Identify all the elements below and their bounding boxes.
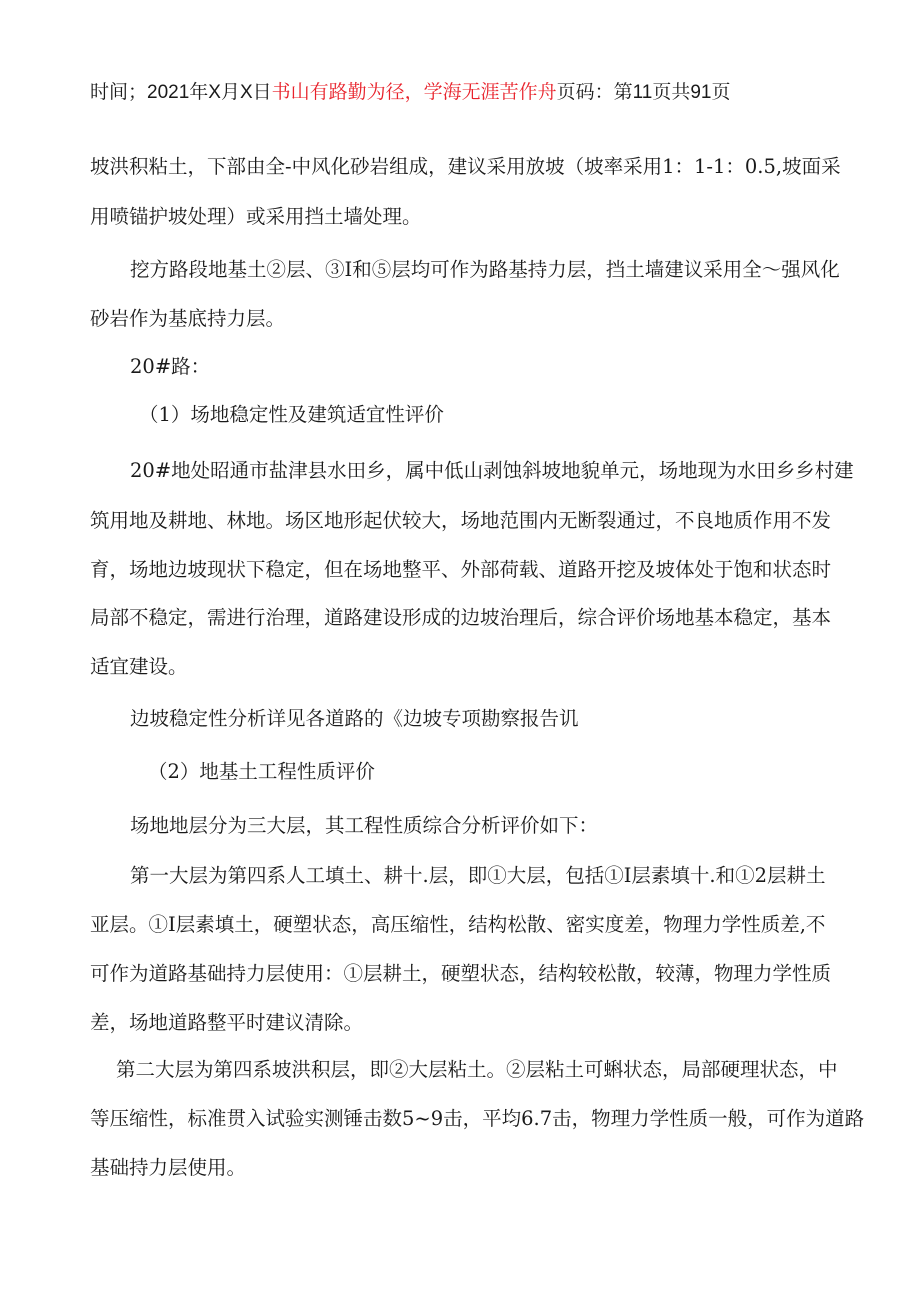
paragraph-line: 筑用地及耕地、林地。场区地形起伏较大，场地范围内无断裂通过，不良地质作用不发 xyxy=(90,509,832,532)
section-title: 20#路： xyxy=(130,355,211,378)
header-page-info: 页码：第11页共91页 xyxy=(556,82,731,103)
paragraph-line: 第一大层为第四系人工填土、耕十.层，即①大层，包括①I层素填十.和①2层耕土 xyxy=(130,864,826,887)
header-date: 时间；2021年X月X日 xyxy=(90,82,272,103)
paragraph-line: 第二大层为第四系坡洪积层，即②大层粘土。②层粘土可蝌状态，局部硬理状态，中 xyxy=(116,1058,838,1081)
header-motto: 书山有路勤为径，学海无涯苦作舟 xyxy=(271,82,557,103)
paragraph-line: 亚层。①I层素填土，硬塑状态，高压缩性，结构松散、密实度差，物理力学性质差,不 xyxy=(90,913,826,936)
subsection-title: （2）地基土工程性质评价 xyxy=(148,760,375,783)
paragraph-line: 育，场地边坡现状下稳定，但在场地整平、外部荷载、道路开挖及坡体处于饱和状态时 xyxy=(90,558,832,581)
page-header xyxy=(90,78,731,108)
paragraph-line: 适宜建设。 xyxy=(90,655,188,678)
paragraph-line: 差，场地道路整平时建议清除。 xyxy=(90,1011,364,1034)
paragraph-line: 可作为道路基础持力层使用：①层耕土，硬塑状态，结构较松散，较薄，物理力学性质 xyxy=(90,962,832,985)
paragraph-line: 等压缩性，标准贯入试验实测锤击数5~9击，平均6.7击，物理力学性质一般，可作为道路 xyxy=(90,1107,865,1130)
paragraph-line: 基础持力层使用。 xyxy=(90,1156,247,1179)
paragraph-line: 坡洪积粘土，下部由全-中风化砂岩组成，建议采用放坡（坡率采用1：1-1：0.5,坡面采 xyxy=(90,155,841,178)
subsection-title: （1）场地稳定性及建筑适宜性评价 xyxy=(139,403,444,426)
paragraph-line: 边坡稳定性分析详见各道路的《边坡专项勘察报告讥 xyxy=(130,707,579,730)
paragraph-line: 砂岩作为基底持力层。 xyxy=(90,307,286,330)
paragraph-line: 挖方路段地基土②层、③I和⑤层均可作为路基持力层，挡土墙建议采用全～强风化 xyxy=(130,258,840,281)
paragraph-line: 局部不稳定，需进行治理，道路建设形成的边坡治理后，综合评价场地基本稳定，基本 xyxy=(90,606,832,629)
paragraph-line: 用喷锚护坡处理）或采用挡土墙处理。 xyxy=(90,205,422,228)
paragraph-line: 场地地层分为三大层，其工程性质综合分析评价如下： xyxy=(130,814,599,837)
paragraph-line: 20#地处昭通市盐津县水田乡，属中低山剥蚀斜坡地貌单元，场地现为水田乡乡村建 xyxy=(130,459,854,482)
